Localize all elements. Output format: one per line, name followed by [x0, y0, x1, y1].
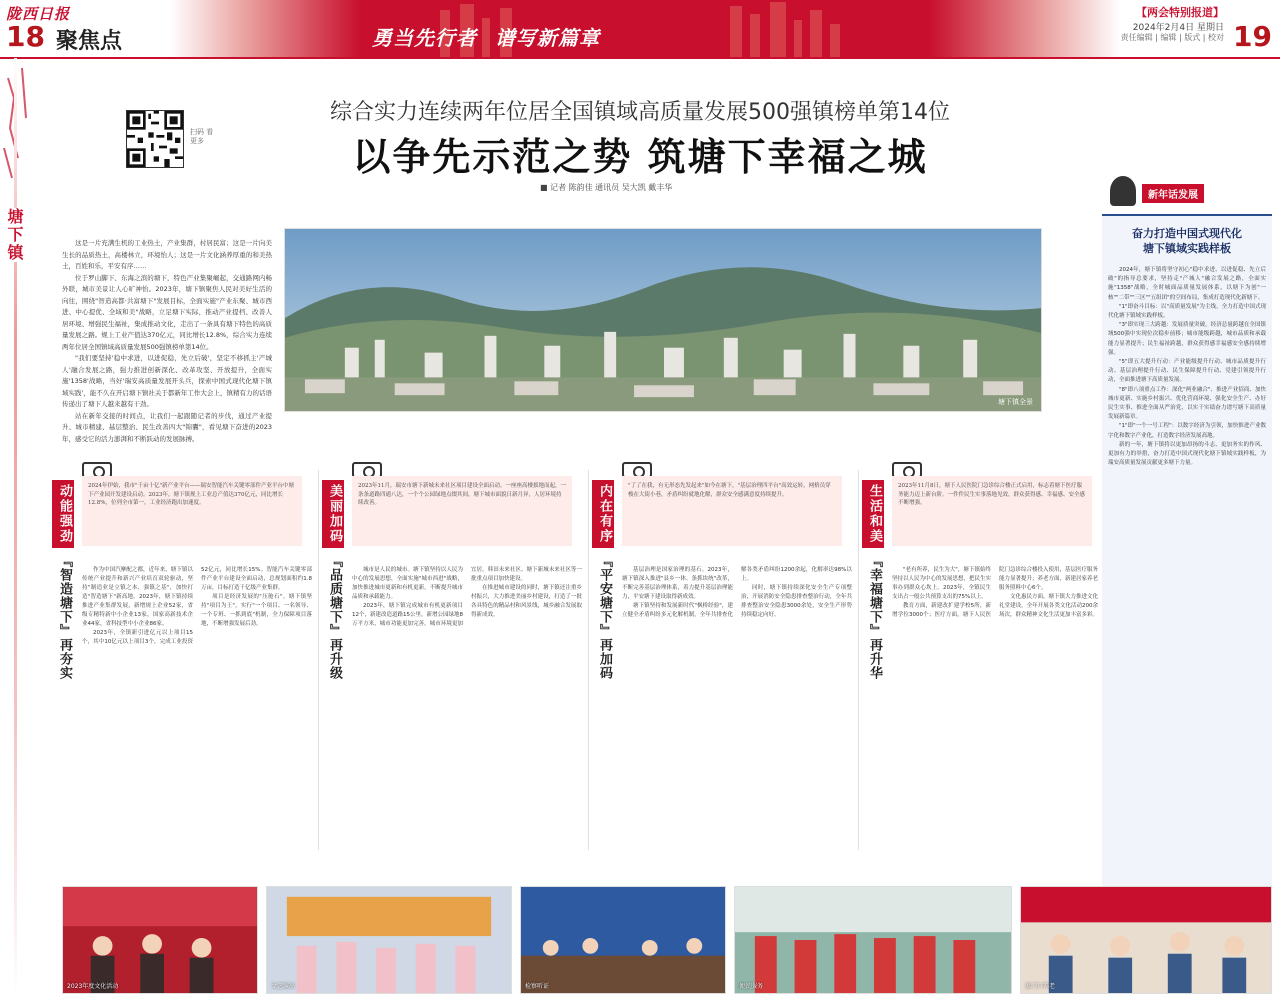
- reporter-avatar: [1110, 176, 1136, 206]
- photo-performance: [266, 886, 512, 994]
- photo-prosecution-hearing: [520, 886, 726, 994]
- section-paragraph: 基层治理是国家治理的基石。2023年，塘下镇深入推进"县乡一体、条抓块统"改革，不断完善基层治理体系，着力提升基层治理能力，平安塘下建设取得新成效。: [622, 567, 733, 600]
- photo-label: 家门口养老: [1025, 983, 1056, 990]
- header-rule: [0, 57, 1280, 59]
- section-paragraph: 项目是经济发展的"压舱石"。塘下镇坚持"项目为王"，实行"一个项目、一名领导、一个专班、一抓到底"机制，全力保障项目落地，不断增强发展后劲。: [201, 594, 312, 627]
- photo-graphic: [63, 887, 257, 993]
- editor-credits: 责任编辑 | 编辑 | 版式 | 校对: [1120, 33, 1224, 42]
- section-label: [52, 480, 74, 680]
- header-slogan: [372, 22, 610, 51]
- panorama-caption: 塘下镇全景: [998, 398, 1033, 406]
- byline: ■ 记者 陈韵佳 通讯员 吴大凯 戴丰华: [540, 183, 673, 192]
- section-tag: 美丽加码: [322, 480, 344, 548]
- issue-date: 2024年2月4日 星期日: [1132, 23, 1224, 33]
- photo-public-service: [734, 886, 1012, 994]
- section-label: [322, 480, 344, 680]
- photo-label: 2023年度文化活动: [67, 983, 119, 990]
- photo-label: 便民服务: [739, 983, 764, 990]
- header-right: [1080, 0, 1280, 58]
- section-quote: 『智造塘下』再夯实: [57, 554, 72, 680]
- special-report-tag: 【两会特别报道】: [1136, 6, 1224, 19]
- right-column-kicker: 新年话发展: [1142, 184, 1204, 203]
- section-order: [592, 470, 854, 850]
- right-page-number: 19: [1233, 20, 1272, 53]
- section-paragraph: 教育方面，新建改扩建学校5所，新增学位3000个；医疗方面，塘下人民医院门急诊综合楼投入使用，基层医疗服务能力显著提升；养老方面，新建居家养老服务照料中心6个。: [892, 567, 1099, 618]
- subheadline: 综合实力连续两年位居全国镇域高质量发展500强镇榜单第14位: [330, 100, 950, 125]
- intro-paragraph: 位于罗山脚下、东海之滨的塘下，特色产业集聚崛起，交通路网内畅外联，城市美景让人心旷神怡。2023年，塘下镇聚焦人民对美好生活的向往，围绕"智造高都·共富塘下"发展目标，全面实施"产业东聚、城市西进、中心提优、全域和美"战略，立足塘下实际，推动产业提档、改善人居环境、增强民生福祉，集成推动文化，走出了一条具有塘下特色的高质量发展之路。规上工业产值达370亿元，同比增长12.8%，综合实力连续两年位居全国镇域高质量发展500强镇榜单第14位。: [62, 273, 272, 351]
- intro-paragraph: "我们要坚持'稳中求进，以进促稳，先立后破'，坚定不移抓主'产城人'融合发展之路，强力推进创新深化、改革攻坚、开放提升，全面实施'1358'战略，当好'瑞安高质量发展开头兵，探索中国式现代化塘下镇域实践'，能不久在开启塘下镇社关于都新年工作大会上，镇精有力的话语传递出了塘下人越来越有干劲。: [62, 354, 272, 408]
- right-paragraph: "1"即奋斗目标：以"高质量发展"为主线，全力打造中国式现代化塘下镇域实践样板。: [1108, 303, 1266, 320]
- section-intro: 2023年11月8日，塘下人民医院门急诊综合楼正式启用，标志着塘下医疗服务能力迈上新台阶。一件件民生实事落地见效，群众获得感、幸福感、安全感不断增强。: [892, 476, 1092, 546]
- right-paragraph: "8"即八项重点工作：深化"两业融合"、推进产业招商、加快城市更新、实施乡村振兴、优化营商环境、强化安全生产、办好民生实事、推进全面从严治党，以实干实绩奋力谱写塘下高质量发展新篇章。: [1108, 386, 1266, 421]
- page-header: [0, 0, 1280, 58]
- section-quote: 『平安塘下』再加码: [597, 554, 612, 680]
- section-paragraph: 城市是人民的城市。塘下镇坚持以人民为中心的发展思想，全面实施"城市西进"战略，加快推进城市更新和有机更新，不断提升城市品质和承载能力。: [352, 567, 463, 600]
- left-vertical-bar: [14, 58, 17, 997]
- section-tag: 生活和美: [862, 480, 884, 548]
- section-intro: 2024年伊始，我市"千亩十亿"新产业平台——瑞安智能汽车关键零部件产业平台中塘下产业园开发建设启动。2023年，塘下镇规上工业总产值达370亿元，同比增长12.8%，位列全市第一，工业经济跑出加速度。: [82, 476, 302, 546]
- header-skyline-graphic: [170, 0, 1120, 58]
- section-quote: 『幸福塘下』再升华: [867, 554, 882, 680]
- section-divider: [858, 470, 859, 850]
- section-label: [592, 480, 614, 680]
- right-paragraph: 2024年，塘下镇将坚守初心"稳中求进、以进促稳、先立后破"的指导总要求，坚持走"产城人"融合发展之路，全面实施"1358"战略，全时城面品质量发展体系，以塘下为创"一核""二带""三区""五组团"的空间布局，集成打造现代化新塘下。: [1108, 267, 1266, 301]
- right-column-title: [1102, 226, 1272, 256]
- photo-graphic: [1021, 887, 1271, 993]
- photo-elderly-care: [1020, 886, 1272, 994]
- section-paragraph: 在推进城市建设的同时，塘下镇还注重乡村振兴，大力推进美丽乡村建设，打造了一批各具特色的精品村和风景线，城乡融合发展取得新成效。: [471, 585, 582, 618]
- section-body: [892, 566, 1098, 620]
- right-column-body: [1108, 266, 1266, 468]
- newspaper-logo: 陇西日报: [6, 5, 71, 23]
- section-happiness: [862, 470, 1100, 850]
- section-paragraph: 同时，塘下镇持续深化安全生产专项整治，开展消防安全隐患排查整治行动，全年共排查整治安全隐患3000余处，安全生产形势持续稳定向好。: [741, 585, 852, 618]
- title-line-1: 奋力打造中国式现代化: [1132, 227, 1242, 240]
- section-label: [862, 480, 884, 680]
- intro-paragraph: 这是一片充满生机的工业热土，产业集群，村居民富；这是一片向美生长的品质热土，高楼林立，环境怡人；这是一片文化涵养厚重的和美热土，百姓和乐，平安有序……: [62, 239, 272, 270]
- section-paragraph: 文化惠民方面，塘下镇大力推进文化礼堂建设，全年开展各类文化活动200余场次，群众精神文化生活更加丰富多彩。: [999, 594, 1099, 618]
- section-intro: 2023年11月，瑞安市塘下新城未来社区项目建设全面启动。一座座高楼拔地而起，一条条道路四通八达，一个个公园绿地点缀其间，塘下城市面貌日新月异，人居环境持续改善。: [352, 476, 572, 546]
- photo-culture-event: [62, 886, 258, 994]
- section-divider: [588, 470, 589, 850]
- qr-caption: 扫码 看更多: [190, 128, 214, 145]
- left-rail: [0, 58, 30, 997]
- photo-graphic: [735, 887, 1011, 993]
- section-quote: 『品质塘下』再升级: [327, 554, 342, 680]
- photo-graphic: [521, 887, 725, 993]
- section-tag: 内在有序: [592, 480, 614, 548]
- slogan-part-2: 谱写新篇章: [494, 26, 600, 50]
- section-title: 聚焦点: [56, 29, 123, 54]
- right-paragraph: "1"即"一个一号工程"：以数字经济为引领，加快推进产业数字化和数字产业化，打造数字经济发展高地。: [1108, 423, 1266, 439]
- section-paragraph: 2023年，塘下镇完成城市有机更新项目12个，新建改造道路15公里，新增公园绿地8万平方米，城市功能更加完善，城市环境更加宜居。韩田未来社区、塘下新城未来社区等一批重点项目加快建设。: [352, 567, 582, 627]
- panorama-graphic: [285, 229, 1041, 411]
- slogan-part-1: 勇当先行者: [372, 26, 477, 50]
- right-paragraph: 新的一年，塘下镇将以更加昂扬的斗志、更加务实的作风、更加有力的举措，奋力打造中国式现代化塘下镇域实践样板，为瑞安高质量发展贡献更多塘下力量。: [1108, 441, 1266, 467]
- section-paragraph: "老有所养，民生为大"，塘下镇始终坚持以人民为中心的发展思想，把民生实事办到群众心坎上。2023年，全镇民生支出占一般公共预算支出的75%以上。: [892, 567, 992, 600]
- town-side-label: 塘下镇: [5, 208, 24, 262]
- section-body: [352, 566, 582, 629]
- title-line-2: 塘下镇域实践样板: [1143, 242, 1231, 255]
- section-momentum: [52, 470, 314, 850]
- qr-code[interactable]: [126, 110, 184, 168]
- right-paragraph: "3"即实现三大跨越：发展质量突破，经济总量跨越在全国镇域500强中实现位次稳步前移；城市能级跨越，城市品质和承载能力显著提升；民生福祉跨越，群众获得感幸福感安全感持续增强。: [1108, 322, 1266, 356]
- section-tag: 动能强劲: [52, 480, 74, 548]
- section-intro: "了了在我，有无形态先发起来"如今在塘下，"基层治理四平台"高效运转，网格员穿梭在大街小巷，矛盾纠纷就地化解，群众安全感满意度持续提升。: [622, 476, 842, 546]
- section-beauty: [322, 470, 584, 850]
- header-left: [0, 0, 300, 58]
- photo-graphic: [267, 887, 511, 993]
- section-paragraph: 2023年，全镇新引进亿元以上项目15个，其中10亿元以上项目3个，完成工业投资52亿元，同比增长15%。智能汽车关键零部件产业平台建设全面启动，总规划面积约1.8万亩，目标打造千亿级产业集群。: [82, 567, 312, 645]
- intro-text: [62, 238, 272, 445]
- photo-label: 检察听证: [525, 983, 550, 990]
- right-column: [1102, 170, 1272, 900]
- section-divider: [318, 470, 319, 850]
- section-body: [82, 566, 312, 647]
- section-paragraph: 塘下镇坚持和发展新时代"枫桥经验"，建立健全矛盾纠纷多元化解机制，全年共排查化解各类矛盾纠纷1200余起，化解率达98%以上。: [622, 567, 852, 618]
- town-panorama-photo: [284, 228, 1042, 412]
- intro-paragraph: 站在新年交接的时间点，让我们一起跟随记者的步伐，通过产业提升、城市精建、基层整治、民生改善四大"锦囊"，看见塘下奋进的2023年，感受它的活力澎湃和不断跃动的发展脉搏。: [62, 411, 272, 443]
- section-paragraph: 作为中国汽摩配之都，近年来，塘下镇以传统产业提升和新兴产业培育双轮驱动，坚持"制造业是立镇之本、强镇之基"，加快打造"智造塘下"新高地。2023年，塘下镇持续推进产业集群发展，新增规上企业52家，省级专精特新中小企业13家，国家高新技术企业44家，省科技型中小企业86家。: [82, 567, 193, 627]
- photo-label: 文艺演出: [271, 983, 296, 990]
- right-paragraph: "5"即五大提升行动：产业能级提升行动、城市品质提升行动、基层治理提升行动、民生保障提升行动、党建引领提升行动，全面推进塘下高质量发展。: [1108, 359, 1266, 384]
- left-page-number: 18: [6, 20, 45, 53]
- main-headline: 以争先示范之势 筑塘下幸福之城: [352, 134, 928, 179]
- section-body: [622, 566, 852, 620]
- bottom-photo-strip: [62, 886, 1272, 994]
